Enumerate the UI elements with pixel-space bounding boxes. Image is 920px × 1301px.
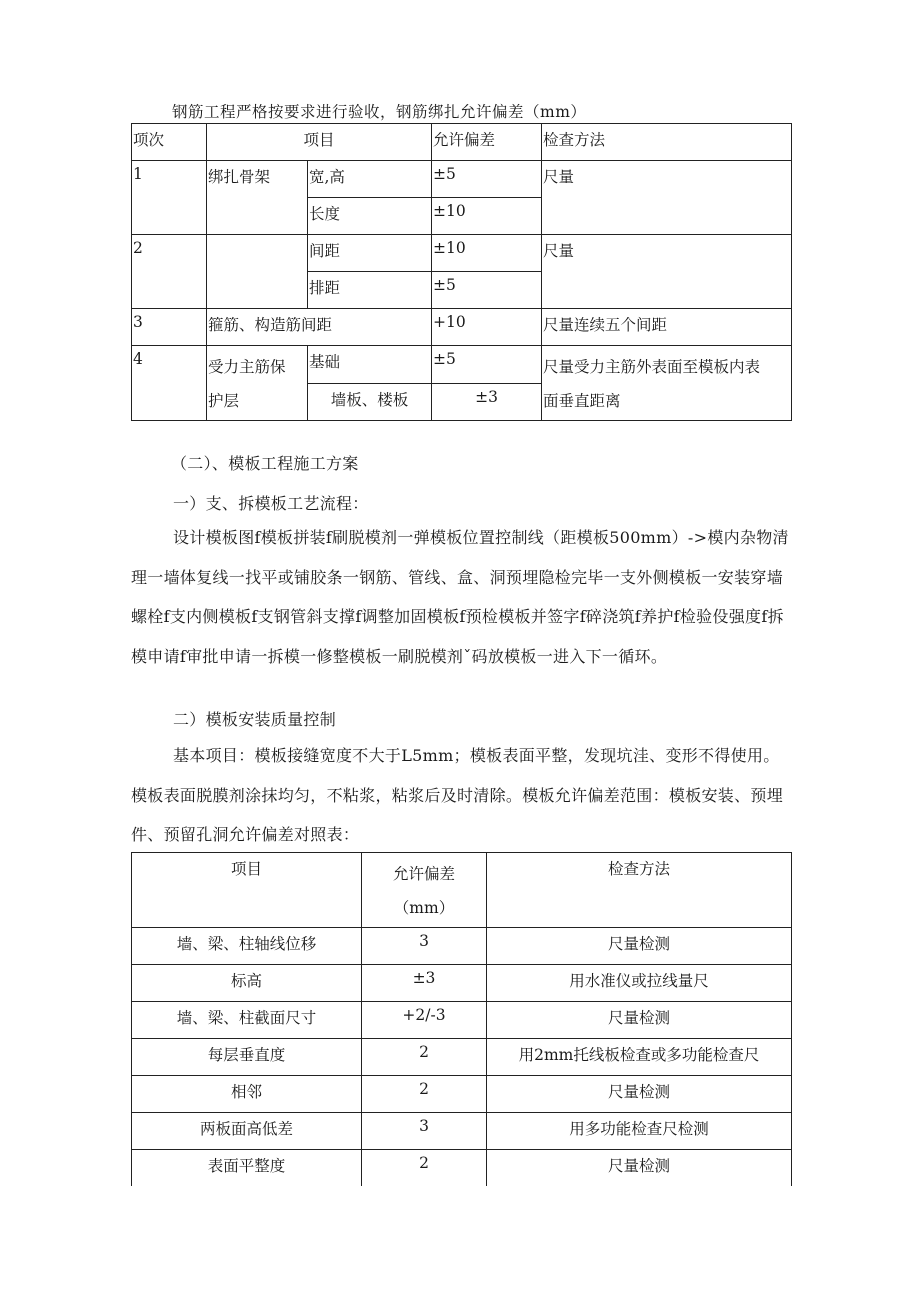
header-item: 项目 — [207, 124, 432, 161]
cell-method: 尺量检测 — [487, 928, 792, 965]
table-row — [132, 1039, 792, 1076]
header-item: 项目 — [132, 853, 362, 928]
row3-item: 箍筋、构造筋间距 — [207, 309, 432, 346]
row1-no: 1 — [132, 161, 207, 235]
row2-tol2: ±5 — [432, 272, 542, 309]
cell-method: 用水准仪或拉线量尺 — [487, 965, 792, 1002]
row3-tol: +10 — [432, 309, 542, 346]
table-row — [132, 346, 792, 384]
cell-method: 尺量检测 — [487, 1002, 792, 1039]
row4-sub2: 墙板、楼板 — [308, 383, 432, 421]
row4-tol1: ±5 — [432, 346, 542, 384]
row4-no: 4 — [132, 346, 207, 421]
row3-method: 尺量连续五个间距 — [542, 309, 792, 346]
row2-tol1: ±10 — [432, 235, 542, 272]
table-row — [132, 1002, 792, 1039]
row1-tol1: ±5 — [432, 161, 542, 198]
row1-group: 绑扎骨架 — [207, 161, 308, 235]
header-method: 检查方法 — [542, 124, 792, 161]
header-method: 检查方法 — [487, 853, 792, 928]
table-row — [132, 1076, 792, 1113]
row1-sub2: 长度 — [308, 198, 432, 235]
row4-method-line2: 面垂直距离 — [543, 392, 621, 410]
row4-method-line1: 尺量受力主筋外表面至模板内表 — [543, 358, 761, 376]
subsection-title-2: 二）模板安装质量控制 — [173, 710, 337, 729]
table-row — [132, 309, 792, 346]
row4-group — [207, 346, 308, 421]
row1-tol2: ±10 — [432, 198, 542, 235]
row2-no: 2 — [132, 235, 207, 309]
cell-item: 墙、梁、柱轴线位移 — [132, 928, 362, 965]
table-header-row — [132, 124, 792, 161]
row4-method — [542, 346, 792, 421]
header-no: 项次 — [132, 124, 207, 161]
table-row — [132, 1150, 792, 1187]
cell-tolerance: 2 — [362, 1150, 487, 1187]
header-tolerance-line1: 允许偏差 — [392, 865, 455, 883]
cell-tolerance: +2/-3 — [362, 1002, 487, 1039]
quality-paragraph: 基本项目：模板接缝宽度不大于L5mm；模板表面平整，发现坑洼、变形不得使用。模板表面脱膜剂涂抹均匀，不粘浆，粘浆后及时清除。模板允许偏差范围：模板安装、预埋件、预留孔洞允许偏差对照表： — [131, 746, 784, 844]
cell-item: 墙、梁、柱截面尺寸 — [132, 1002, 362, 1039]
row2-sub2: 排距 — [308, 272, 432, 309]
header-tolerance — [362, 853, 487, 928]
table-row — [132, 1113, 792, 1150]
table-row — [132, 928, 792, 965]
row3-no: 3 — [132, 309, 207, 346]
cell-item: 相邻 — [132, 1076, 362, 1113]
table-row — [132, 965, 792, 1002]
cell-item: 每层垂直度 — [132, 1039, 362, 1076]
formwork-tolerance-table — [131, 852, 792, 1186]
cell-method: 用多功能检查尺检测 — [487, 1113, 792, 1150]
row2-group — [207, 235, 308, 309]
row4-sub1: 基础 — [308, 346, 432, 384]
row2-method: 尺量 — [542, 235, 792, 309]
row4-tol2: ±3 — [432, 383, 542, 421]
cell-tolerance: ±3 — [362, 965, 487, 1002]
row1-sub1: 宽,高 — [308, 161, 432, 198]
cell-item: 两板面高低差 — [132, 1113, 362, 1150]
cell-tolerance: 3 — [362, 1113, 487, 1150]
header-tolerance: 允许偏差 — [432, 124, 542, 161]
row4-group-line1: 受力主筋保 — [208, 358, 286, 376]
table1-caption: 钢筋工程严格按要求进行验收，钢筋绑扎允许偏差（mm） — [172, 103, 587, 121]
table-row — [132, 161, 792, 198]
cell-method: 尺量检测 — [487, 1076, 792, 1113]
table-row — [132, 235, 792, 272]
subsection-title-1: 一）支、拆模板工艺流程： — [173, 494, 369, 513]
row1-method: 尺量 — [542, 161, 792, 235]
cell-tolerance: 2 — [362, 1039, 487, 1076]
cell-method: 用2mm托线板检查或多功能检查尺 — [487, 1039, 792, 1076]
table-header-row — [132, 853, 792, 928]
rebar-tolerance-table — [131, 123, 792, 421]
header-tolerance-line2: （mm） — [393, 899, 455, 917]
cell-tolerance: 2 — [362, 1076, 487, 1113]
cell-tolerance: 3 — [362, 928, 487, 965]
row4-group-line2: 护层 — [208, 392, 240, 410]
row2-sub1: 间距 — [308, 235, 432, 272]
section-title: （二）、模板工程施工方案 — [171, 454, 359, 473]
flow-paragraph: 设计模板图f模板拼装f刷脱模剂一弹模板位置控制线（距模板500mm）->模内杂物清理一墙体复线一找平或铺胶条一钢筋、管线、盒、洞预埋隐检完毕一支外侧模板一安装穿墙螺栓f支内侧模板f支钢管斜支撑f调整加固模板f预检模板并签字f碎浇筑f养护f检验伇强度f拆模申请f审批申请一拆模一修整模板一刷脱模剂ˇ码放模板一进入下一循环。 — [131, 528, 789, 666]
cell-item: 表面平整度 — [132, 1150, 362, 1187]
cell-method: 尺量检测 — [487, 1150, 792, 1187]
cell-item: 标高 — [132, 965, 362, 1002]
